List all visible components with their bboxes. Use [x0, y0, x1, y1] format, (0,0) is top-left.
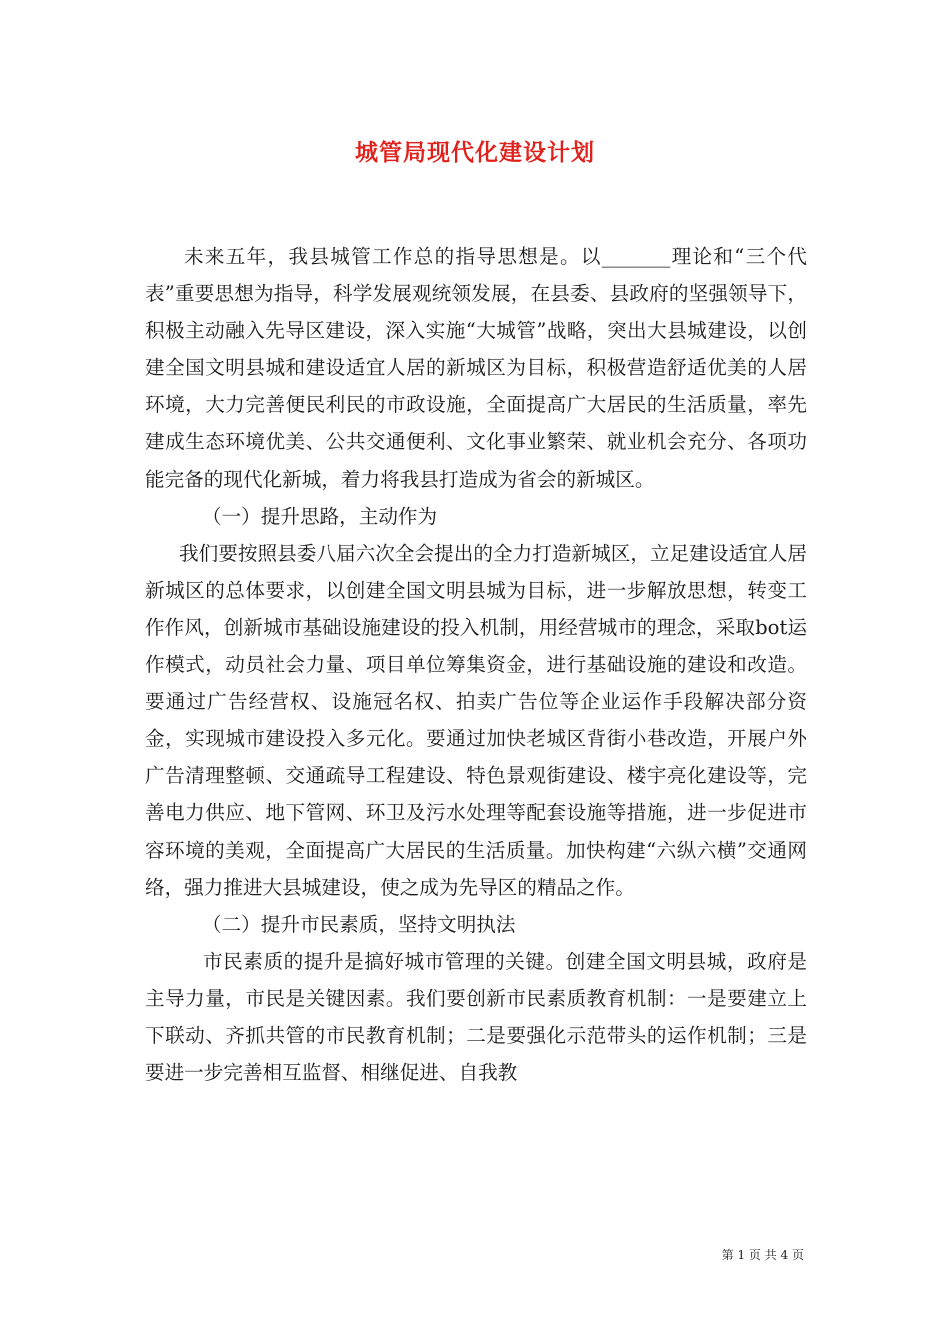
section-heading-1: （一）提升思路，主动作为	[202, 504, 438, 528]
paragraph-guiding-ideology: 未来五年，我县城管工作总的指导思想是。以_______理论和“三个代表”重要思想为指导，科学发展观统领发展，在县委、县政府的坚强领导下，积极主动融入先导区建设，深入实施“大城管”战略，突出大县城建设，以创建全国文明县城和建设适宜人居的新城区为目标，积极营造舒适优美的人居环境，大力完善便民利民的市政设施，全面提高广大居民的生活质量，率先建成生态环境优美、公共交通便利、文化事业繁荣、就业机会充分、各项功能完备的现代化新城，着力将我县打造成为省会的新城区。	[145, 245, 807, 491]
paragraph-section-2: 市民素质的提升是搞好城市管理的关键。创建全国文明县城，政府是主导力量，市民是关键因素。我们要创新市民素质教育机制：一是要建立上下联动、齐抓共管的市民教育机制；二是要强化示范带头的运作机制；三是要进一步完善相互监督、相继促进、自我教	[145, 949, 807, 1085]
page-number: 第 1 页 共 4 页	[721, 1248, 804, 1262]
section-heading-2: （二）提升市民素质，坚持文明执法	[202, 912, 516, 936]
document-body	[145, 238, 807, 1091]
document-title: 城管局现代化建设计划	[355, 139, 595, 166]
paragraph-section-1: 我们要按照县委八届六次全会提出的全力打造新城区，立足建设适宜人居新城区的总体要求，以创建全国文明县城为目标，进一步解放思想，转变工作作风，创新城市基础设施建设的投入机制，用经营城市的理念，采取bot运作模式，动员社会力量、项目单位筹集资金，进行基础设施的建设和改造。要通过广告经营权、设施冠名权、拍卖广告位等企业运作手段解决部分资金，实现城市建设投入多元化。要通过加快老城区背街小巷改造，开展户外广告清理整顿、交通疏导工程建设、特色景观街建设、楼宇亮化建设等，完善电力供应、地下管网、环卫及污水处理等配套设施等措施，进一步促进市容环境的美观，全面提高广大居民的生活质量。加快构建“六纵六横”交通网络，强力推进大县城建设，使之成为先导区的精品之作。	[145, 541, 807, 899]
